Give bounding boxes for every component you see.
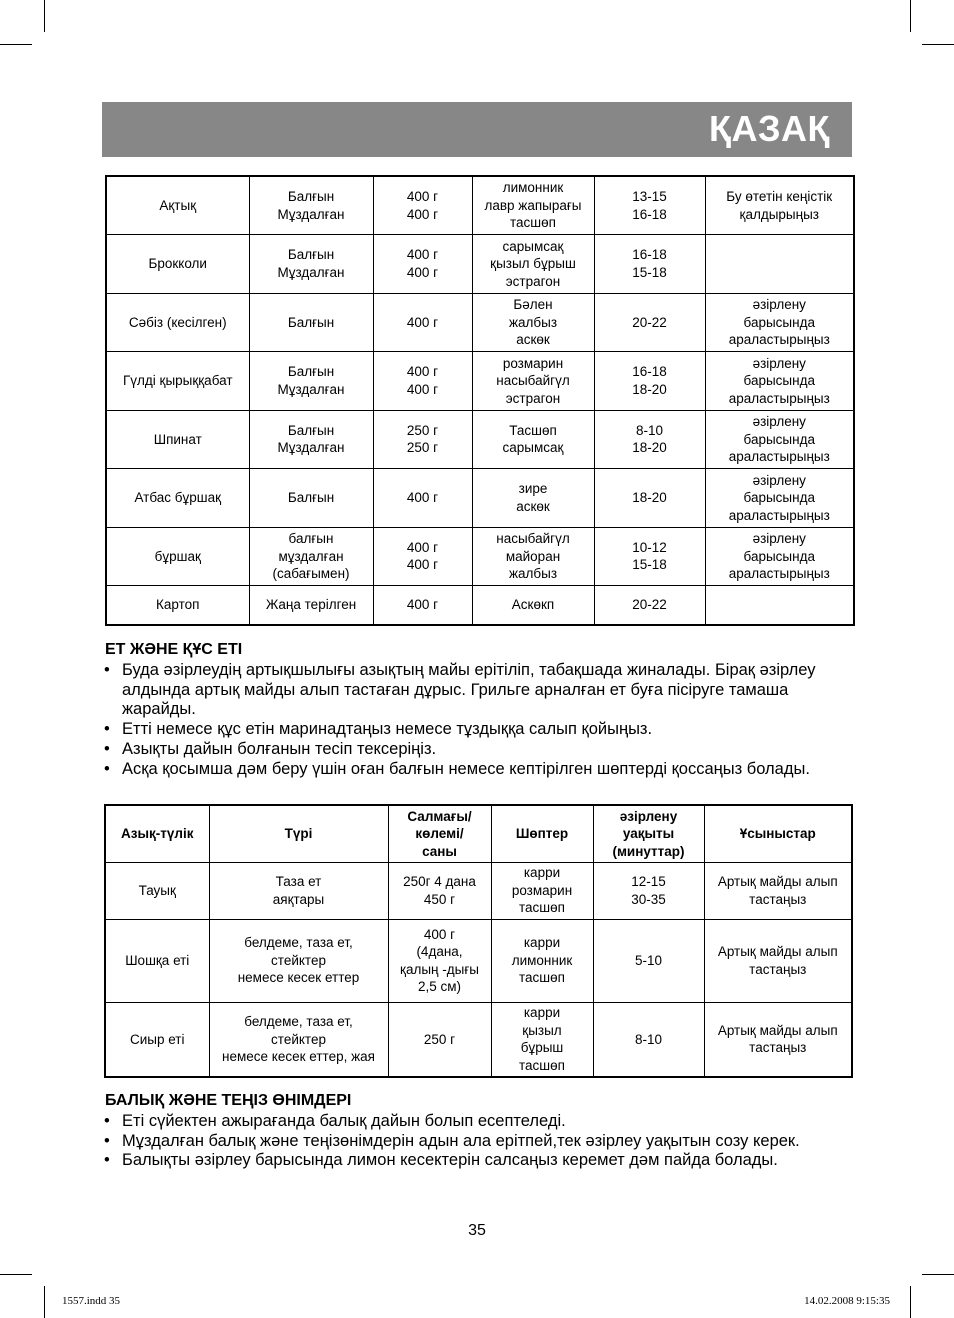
table-cell-product: Гүлді қырыққабат — [106, 352, 249, 411]
column-header: Түрі — [209, 805, 388, 862]
meat-section-title: ЕТ ЖӘНЕ ҚҰС ЕТІ — [105, 641, 243, 658]
table-cell-product: бұршақ — [106, 527, 249, 586]
fish-tips-list — [104, 1112, 844, 1171]
crop-mark — [0, 1274, 32, 1275]
table-cell-type: Балғын — [249, 293, 373, 352]
table-cell-weight: 400 г (4дана, қалың -дығы 2,5 см) — [388, 919, 491, 1002]
table-cell-type: Балғын Мұздалған — [249, 410, 373, 469]
table-cell-type: Жаңа терілген — [249, 586, 373, 625]
crop-mark — [922, 1274, 954, 1275]
vegetable-table-body — [106, 176, 854, 625]
table-cell-product: Тауық — [105, 862, 209, 919]
bullet-item: • Буда әзірлеудің артықшылығы азықтың майы ерітіліп, табақшада жиналады. Бірақ әзірлеу алдында артық майды алып тастаған дұрыс. Грильге арналған ет буға пісіруге тамаша жарайды. — [104, 661, 844, 720]
bullet-item: • Асқа қосымша дәм беру үшін оған балғын немесе кептірілген шөптерді қоссаңыз болады. — [104, 760, 844, 780]
table-row — [105, 862, 852, 919]
table-cell-time: 5-10 — [593, 919, 704, 1002]
table-cell-time: 8-10 — [593, 1002, 704, 1077]
table-cell-herbs: карри қызыл бұрыш тасшөп — [491, 1002, 593, 1077]
table-cell-weight: 400 г — [373, 469, 472, 528]
table-cell-notes: әзірлену барысында араластырыңыз — [705, 352, 854, 411]
table-cell-type: балғын мұздалған (сабағымен) — [249, 527, 373, 586]
table-cell-notes: Бу өтетін кеңістік қалдырыңыз — [705, 176, 854, 235]
table-cell-notes — [705, 235, 854, 294]
table-cell-weight: 250г 4 дана 450 г — [388, 862, 491, 919]
table-cell-herbs: карри розмарин тасшөп — [491, 862, 593, 919]
table-cell-type: Балғын Мұздалған — [249, 235, 373, 294]
meat-table-body — [105, 862, 852, 1077]
language-title: ҚАЗАҚ — [709, 108, 830, 149]
table-cell-product: Атбас бұршақ — [106, 469, 249, 528]
bullet-item: • Еті сүйектен ажырағанда балық дайын болып есептеледі. — [104, 1112, 844, 1132]
table-cell-notes: әзірлену барысында араластырыңыз — [705, 410, 854, 469]
crop-mark — [910, 0, 911, 32]
table-cell-time: 12-15 30-35 — [593, 862, 704, 919]
table-cell-time: 8-10 18-20 — [594, 410, 705, 469]
table-cell-time: 20-22 — [594, 293, 705, 352]
page-number: 35 — [468, 1222, 486, 1239]
table-cell-notes: Артық майды алып тастаңыз — [704, 862, 852, 919]
crop-mark — [44, 0, 45, 32]
table-cell-product: Ақтық — [106, 176, 249, 235]
table-cell-herbs: карри лимонник тасшөп — [491, 919, 593, 1002]
table-row — [106, 527, 854, 586]
table-header-row — [105, 805, 852, 862]
table-cell-type: Балғын Мұздалған — [249, 176, 373, 235]
crop-mark — [910, 1286, 911, 1318]
bullet-item: • Азықты дайын болғанын тесіп тексеріңіз. — [104, 740, 844, 760]
table-cell-type: белдеме, таза ет, стейктер немесе кесек еттер, жая — [209, 1002, 388, 1077]
footer-timestamp: 14.02.2008 9:15:35 — [804, 1295, 890, 1307]
table-cell-notes: әзірлену барысында араластырыңыз — [705, 469, 854, 528]
table-row — [106, 469, 854, 528]
table-cell-notes — [705, 586, 854, 625]
table-cell-herbs: розмарин насыбайгүл эстрагон — [472, 352, 594, 411]
table-cell-notes: әзірлену барысында араластырыңыз — [705, 293, 854, 352]
table-cell-weight: 400 г 400 г — [373, 235, 472, 294]
table-cell-notes: әзірлену барысында араластырыңыз — [705, 527, 854, 586]
table-cell-time: 13-15 16-18 — [594, 176, 705, 235]
table-cell-product: Шошқа еті — [105, 919, 209, 1002]
table-cell-weight: 400 г — [373, 293, 472, 352]
table-row — [105, 1002, 852, 1077]
column-header: Азық-түлік — [105, 805, 209, 862]
table-cell-product: Сәбіз (кесілген) — [106, 293, 249, 352]
table-cell-time: 18-20 — [594, 469, 705, 528]
table-cell-herbs: Аскөкп — [472, 586, 594, 625]
table-cell-type: Таза ет аяқтары — [209, 862, 388, 919]
table-cell-herbs: Бәлен жалбыз аскөк — [472, 293, 594, 352]
crop-mark — [922, 44, 954, 45]
table-cell-herbs: сарымсақ қызыл бұрыш эстрагон — [472, 235, 594, 294]
crop-mark — [0, 44, 32, 45]
column-header: әзірлену уақыты (минуттар) — [593, 805, 704, 862]
table-row — [106, 410, 854, 469]
meat-table-header — [105, 805, 852, 862]
table-row — [106, 586, 854, 625]
table-row — [105, 919, 852, 1002]
column-header: Ұсыныстар — [704, 805, 852, 862]
table-cell-weight: 400 г 400 г — [373, 352, 472, 411]
bullet-item: • Етті немесе құс етін маринадтаңыз немесе тұздыққа салып қойыңыз. — [104, 720, 844, 740]
table-cell-product: Картоп — [106, 586, 249, 625]
table-row — [106, 352, 854, 411]
table-cell-product: Брокколи — [106, 235, 249, 294]
fish-section-title: БАЛЫҚ ЖӘНЕ ТЕҢІЗ ӨНІМДЕРІ — [105, 1092, 352, 1109]
table-cell-weight: 400 г 400 г — [373, 176, 472, 235]
table-cell-weight: 400 г 400 г — [373, 527, 472, 586]
table-cell-herbs: зире аскөк — [472, 469, 594, 528]
table-cell-weight: 400 г — [373, 586, 472, 625]
table-cell-herbs: насыбайгүл майоран жалбыз — [472, 527, 594, 586]
table-cell-product: Сиыр еті — [105, 1002, 209, 1077]
table-cell-notes: Артық майды алып тастаңыз — [704, 1002, 852, 1077]
footer-filename: 1557.indd 35 — [62, 1295, 121, 1307]
table-cell-type: белдеме, таза ет, стейктер немесе кесек еттер — [209, 919, 388, 1002]
table-cell-product: Шпинат — [106, 410, 249, 469]
meat-cooking-table — [104, 804, 853, 1078]
bullet-item: • Балықты әзірлеу барысында лимон кесектерін салсаңыз керемет дәм пайда болады. — [104, 1151, 844, 1171]
column-header: Салмағы/ көлемі/ саны — [388, 805, 491, 862]
table-cell-herbs: Тасшөп сарымсақ — [472, 410, 594, 469]
table-row — [106, 176, 854, 235]
bullet-item: • Мұздалған балық және теңізөнімдерін адын ала ерітпей,тек әзірлеу уақытын созу керек. — [104, 1132, 844, 1152]
table-cell-notes: Артық майды алып тастаңыз — [704, 919, 852, 1002]
meat-tips-list — [104, 661, 844, 779]
column-header: Шөптер — [491, 805, 593, 862]
language-header-bar — [102, 102, 852, 157]
table-cell-type: Балғын — [249, 469, 373, 528]
table-row — [106, 235, 854, 294]
table-cell-time: 16-18 18-20 — [594, 352, 705, 411]
table-row — [106, 293, 854, 352]
crop-mark — [44, 1286, 45, 1318]
table-cell-time: 16-18 15-18 — [594, 235, 705, 294]
table-cell-time: 10-12 15-18 — [594, 527, 705, 586]
table-cell-weight: 250 г — [388, 1002, 491, 1077]
table-cell-time: 20-22 — [594, 586, 705, 625]
vegetable-cooking-table — [105, 175, 855, 626]
table-cell-herbs: лимонник лавр жапырағы тасшөп — [472, 176, 594, 235]
table-cell-type: Балғын Мұздалған — [249, 352, 373, 411]
table-cell-weight: 250 г 250 г — [373, 410, 472, 469]
